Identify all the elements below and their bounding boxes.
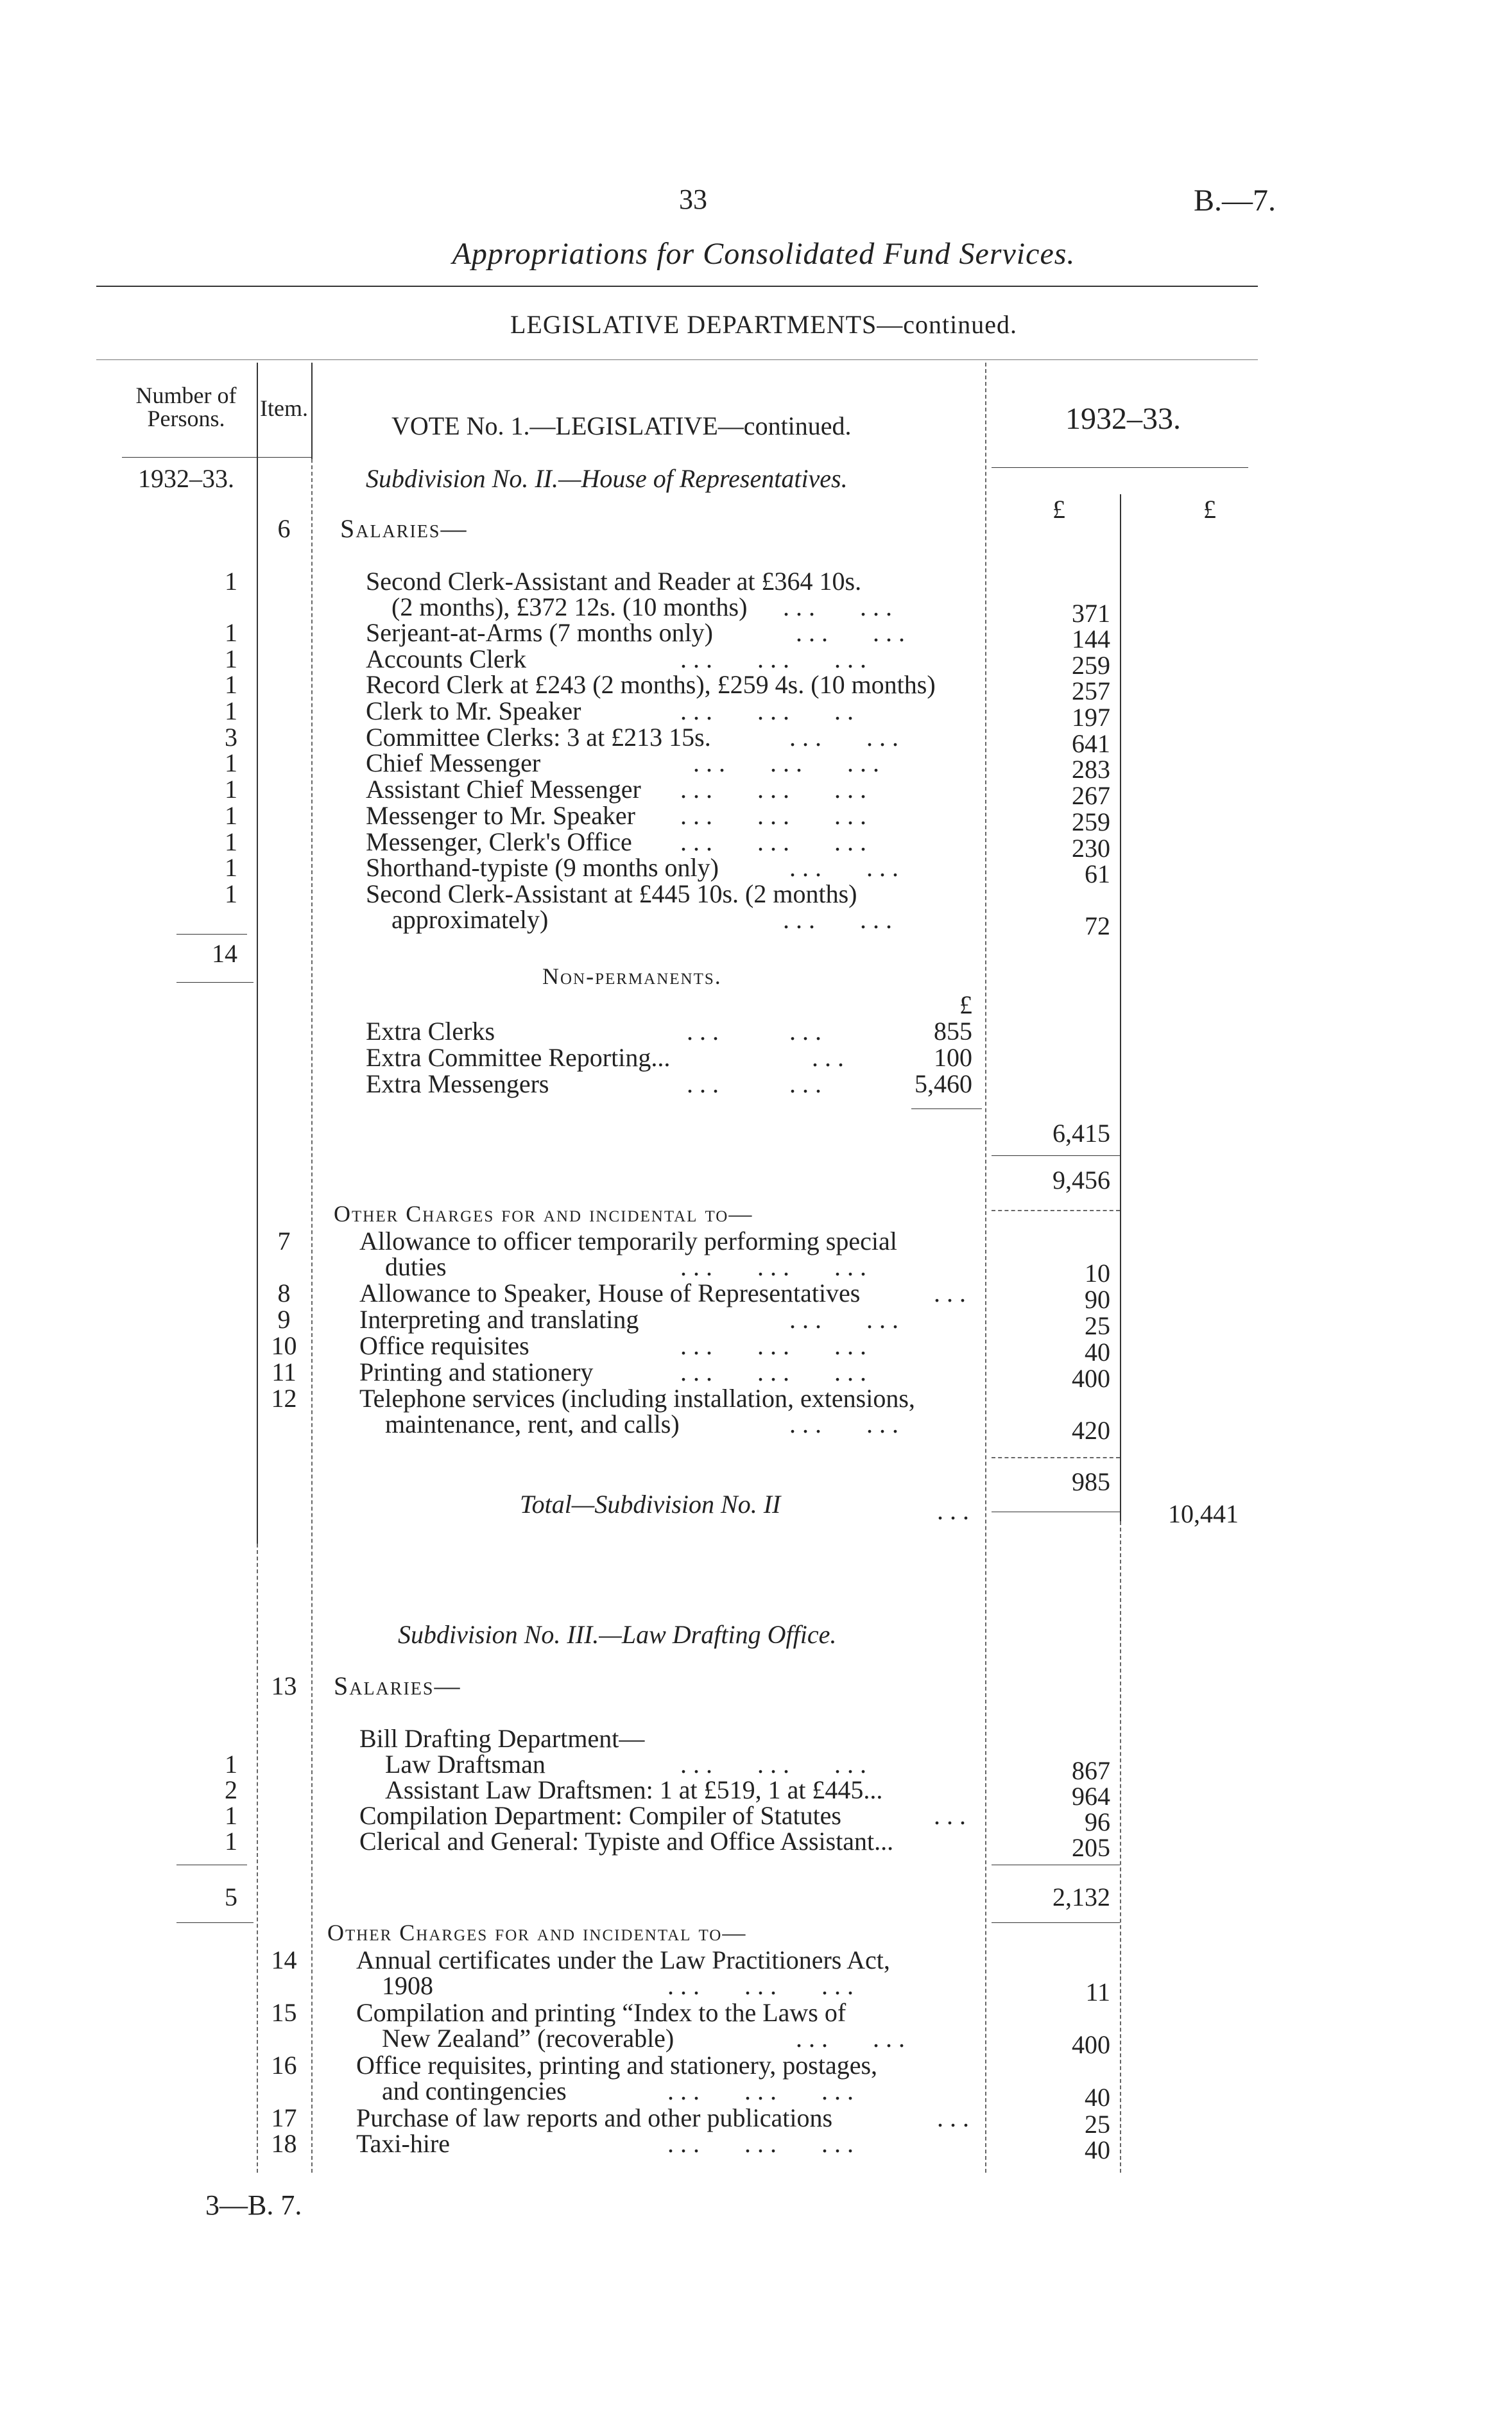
persons-count: 2 <box>225 1775 237 1804</box>
charge-amount: 11 <box>1085 1978 1110 2006</box>
item-header: Item. <box>260 395 308 421</box>
nonperm-label-row: Extra Clerks <box>366 1017 495 1046</box>
subdivision-3-title: Subdivision No. III.—Law Drafting Office. <box>398 1620 837 1649</box>
amount-column-right-rule <box>1120 494 1121 1521</box>
persons-count: 1 <box>225 1750 237 1779</box>
leader-dots: ... ... <box>789 723 905 752</box>
charge-line-cont: and contingencies <box>382 2076 567 2105</box>
persons-header: Number of Persons. <box>135 383 237 431</box>
salaries-total: 9,456 <box>1052 1166 1110 1194</box>
currency-2: £ <box>1203 495 1216 524</box>
charge-line: Office requisites, printing and stationery, postages, <box>356 2051 878 2080</box>
other-total-rule <box>992 1457 1120 1458</box>
salary-line: Compilation Department: Compiler of Statutes <box>359 1801 841 1830</box>
item-6: 6 <box>277 514 291 543</box>
amount: 72 <box>1085 911 1110 940</box>
leader-dots: ... ... <box>796 618 911 647</box>
title-rule <box>96 286 1258 287</box>
leader-dots: ... ... ... <box>667 1971 860 2000</box>
amount: 96 <box>1085 1807 1110 1836</box>
persons-subtotal-rule <box>176 934 247 935</box>
salary-line-cont: approximately) <box>391 905 549 934</box>
leader-dots: ... ... ... <box>667 2129 860 2158</box>
persons-total: 14 <box>212 939 237 968</box>
persons-count: 1 <box>225 618 237 647</box>
leader-dots: ... <box>934 1279 972 1307</box>
persons-total-rule-3 <box>176 1922 253 1923</box>
leader-dots: ... ... .. <box>680 696 860 725</box>
other-charges-label-3: Other Charges for and incidental to— <box>327 1920 747 1945</box>
item-number: 14 <box>271 1945 297 1974</box>
nonperm-label-row: Extra Committee Reporting... <box>366 1043 671 1072</box>
persons-count: 1 <box>225 1827 237 1856</box>
total-label: Total—Subdivision No. II <box>520 1490 781 1519</box>
amount: 283 <box>1072 755 1110 784</box>
item-13: 13 <box>271 1671 297 1700</box>
leader-dots: ... <box>937 1496 975 1525</box>
charge-amount: 25 <box>1085 2110 1110 2139</box>
salary-line: Second Clerk-Assistant and Reader at £364 10s. <box>366 567 862 596</box>
persons-count: 1 <box>225 644 237 673</box>
currency-1: £ <box>1052 495 1065 524</box>
salary-line: Messenger, Clerk's Office <box>366 827 632 856</box>
salary-line: Chief Messenger <box>366 748 541 777</box>
salaries-label-3: Salaries— <box>334 1671 461 1700</box>
item-number: 17 <box>271 2103 297 2132</box>
charge-line: Annual certificates under the Law Practitioners Act, <box>356 1945 890 1974</box>
persons-count: 1 <box>225 827 237 856</box>
amount: 257 <box>1072 677 1110 705</box>
amount: 230 <box>1072 834 1110 863</box>
salaries-total-underline-3 <box>992 1922 1120 1923</box>
amount: 144 <box>1072 625 1110 653</box>
leader-dots: ... ... ... <box>693 748 886 777</box>
amount: 371 <box>1072 599 1110 628</box>
item-number: 16 <box>271 2051 297 2080</box>
section-rule <box>96 359 1258 360</box>
charge-line: Office requisites <box>359 1331 529 1360</box>
leader-dots: ... ... <box>783 592 898 621</box>
charge-line: Allowance to Speaker, House of Representatives <box>359 1279 861 1307</box>
amount-column-left-rule <box>985 363 986 2173</box>
amount: 259 <box>1072 651 1110 680</box>
salary-line: Law Draftsman <box>385 1750 546 1779</box>
leader-dots: ... ... <box>783 905 898 934</box>
persons-count: 1 <box>225 853 237 882</box>
leader-dots: ... <box>937 2103 975 2132</box>
item-column-rule-top <box>311 363 313 459</box>
persons-year: 1932–33. <box>138 464 234 493</box>
charge-line-cont: 1908 <box>382 1971 433 2000</box>
leader-dots: ... ... <box>687 1069 828 1098</box>
charge-line: Compilation and printing “Index to the Laws of <box>356 1998 846 2027</box>
page-number: 33 <box>679 184 707 215</box>
amount: 641 <box>1072 729 1110 758</box>
leader-dots: ... ... <box>789 1305 905 1334</box>
leader-dots: ... ... ... <box>680 1750 873 1779</box>
charge-amount: 90 <box>1085 1285 1110 1314</box>
leader-dots: ... ... ... <box>680 1358 873 1386</box>
salary-line: Clerical and General: Typiste and Office Assistant... <box>359 1827 894 1856</box>
leader-dots: ... ... ... <box>680 1252 873 1281</box>
charge-amount: 40 <box>1085 1338 1110 1367</box>
persons-total-rule <box>176 982 253 983</box>
charge-line: Allowance to officer temporarily performing special <box>359 1227 897 1255</box>
leader-dots: ... ... ... <box>667 2076 860 2105</box>
leader-dots: ... ... <box>796 2024 911 2053</box>
nonperm-amount: 855 <box>934 1017 972 1046</box>
footer-signature: 3—B. 7. <box>205 2189 302 2221</box>
persons-count: 1 <box>225 1801 237 1830</box>
salary-line: Clerk to Mr. Speaker <box>366 696 581 725</box>
charge-amount: 420 <box>1072 1416 1110 1445</box>
charge-line: Taxi-hire <box>356 2129 451 2158</box>
year-header: 1932–33. <box>1065 402 1181 436</box>
leader-dots: ... ... ... <box>680 801 873 830</box>
salary-line: Serjeant-at-Arms (7 months only) <box>366 618 713 647</box>
charge-amount: 10 <box>1085 1259 1110 1288</box>
nonperm-amount: 5,460 <box>915 1069 972 1098</box>
report-code: B.—7. <box>1194 184 1276 218</box>
section-title <box>244 309 1284 340</box>
item-number: 10 <box>271 1331 297 1360</box>
header-rule-right <box>992 467 1248 468</box>
charge-amount: 25 <box>1085 1311 1110 1340</box>
amount: 867 <box>1072 1756 1110 1785</box>
salaries-total-3: 2,132 <box>1052 1883 1110 1911</box>
amount: 259 <box>1072 807 1110 836</box>
subdivision-2-title: Subdivision No. II.—House of Representatives. <box>366 464 848 493</box>
salary-line: Messenger to Mr. Speaker <box>366 801 635 830</box>
persons-count: 1 <box>225 567 237 596</box>
item-number: 9 <box>277 1305 291 1334</box>
amount: 205 <box>1072 1833 1110 1862</box>
charge-line: Telephone services (including installation, extensions, <box>359 1384 915 1413</box>
salary-line-cont: (2 months), £372 12s. (10 months) <box>391 592 748 621</box>
item-number: 15 <box>271 1998 297 2027</box>
leader-dots: ... ... ... <box>680 827 873 856</box>
nonperm-currency: £ <box>959 990 972 1019</box>
salary-line: Assistant Chief Messenger <box>366 775 641 804</box>
salary-line: Assistant Law Draftsmen: 1 at £519, 1 at £445... <box>385 1775 883 1804</box>
item-number: 11 <box>271 1358 296 1386</box>
item-number: 18 <box>271 2129 297 2158</box>
bill-drafting-label: Bill Drafting Department— <box>359 1724 645 1753</box>
charge-line: Interpreting and translating <box>359 1305 639 1334</box>
leader-dots: ... ... <box>687 1017 828 1046</box>
nonperm-amount: 100 <box>934 1043 972 1072</box>
persons-count: 1 <box>225 670 237 699</box>
other-total: 985 <box>1072 1467 1110 1496</box>
other-charges-label: Other Charges for and incidental to— <box>334 1201 753 1227</box>
leader-dots: ... ... ... <box>680 644 873 673</box>
header-rule-left <box>122 457 311 458</box>
persons-count: 1 <box>225 879 237 908</box>
amount: 964 <box>1072 1782 1110 1811</box>
charge-line-cont: maintenance, rent, and calls) <box>385 1410 680 1438</box>
nonperm-total: 6,415 <box>1052 1119 1110 1148</box>
salary-line: Committee Clerks: 3 at £213 15s. <box>366 723 711 752</box>
salary-line: Shorthand-typiste (9 months only) <box>366 853 719 882</box>
charge-line: Printing and stationery <box>359 1358 594 1386</box>
section-title-text: LEGISLATIVE DEPARTMENTS—continued. <box>510 310 1018 339</box>
persons-count: 1 <box>225 696 237 725</box>
item-number: 8 <box>277 1279 291 1307</box>
item-number: 12 <box>271 1384 297 1413</box>
salaries-total-rule <box>992 1155 1120 1156</box>
leader-dots: ... ... ... <box>680 1331 873 1360</box>
leader-dots: ... ... <box>789 853 905 882</box>
persons-count: 1 <box>225 748 237 777</box>
charge-line-cont: duties <box>385 1252 447 1281</box>
nonperm-total-rule <box>911 1108 982 1109</box>
page-title: Appropriations for Consolidated Fund Services. <box>452 237 1076 271</box>
persons-count: 1 <box>225 801 237 830</box>
amount: 61 <box>1085 859 1110 888</box>
vote-title: VOTE No. 1.—LEGISLATIVE—continued. <box>391 411 852 440</box>
item-column-rule <box>311 459 313 2173</box>
amount-column-right-rule-lower <box>1120 1521 1121 2173</box>
leader-dots: ... ... ... <box>680 775 873 804</box>
salary-line: Record Clerk at £243 (2 months), £259 4s. (10 months) <box>366 670 936 699</box>
nonperm-label-row: Extra Messengers <box>366 1069 549 1098</box>
amount: 267 <box>1072 781 1110 810</box>
amount: 197 <box>1072 703 1110 732</box>
salaries-total-underline <box>992 1210 1120 1211</box>
grand-total: 10,441 <box>1168 1499 1239 1528</box>
persons-count: 3 <box>225 723 237 752</box>
salary-line: Second Clerk-Assistant at £445 10s. (2 months) <box>366 879 857 908</box>
persons-total-3: 5 <box>225 1883 237 1911</box>
item-number: 7 <box>277 1227 291 1255</box>
charge-amount: 400 <box>1072 2030 1110 2059</box>
leader-dots: ... ... <box>789 1410 905 1438</box>
charge-line-cont: New Zealand” (recoverable) <box>382 2024 674 2053</box>
persons-count: 1 <box>225 775 237 804</box>
charge-amount: 400 <box>1072 1364 1110 1393</box>
nonperm-label: Non-permanents. <box>542 963 722 989</box>
salaries-label: Salaries— <box>340 514 468 543</box>
charge-amount: 40 <box>1085 2135 1110 2164</box>
charge-line: Purchase of law reports and other publications <box>356 2103 833 2132</box>
charge-amount: 40 <box>1085 2083 1110 2112</box>
leader-dots: ... <box>934 1801 972 1830</box>
leader-dots: ... <box>812 1043 850 1072</box>
salary-line: Accounts Clerk <box>366 644 526 673</box>
